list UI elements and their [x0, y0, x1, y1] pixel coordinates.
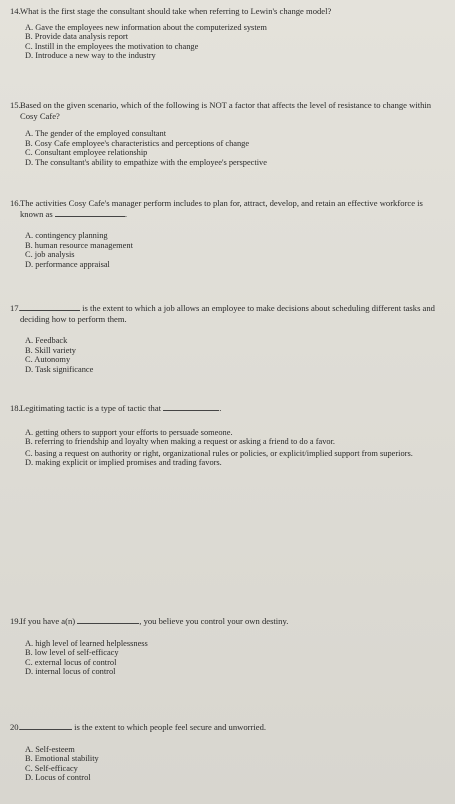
question-stem-end: . [219, 403, 222, 413]
option-c[interactable]: C. Autonomy [25, 355, 71, 365]
options-list [0, 428, 455, 468]
question-number: 19. [10, 616, 21, 626]
question-stem: is the extent to which a job allows an employee to make decisions about scheduling different tasks and deciding how to perform them. [20, 303, 435, 324]
option-c[interactable]: C. basing a request on authority or right, organizational rules or policies, or explicit/implied support from superiors. [25, 448, 413, 458]
question-14 [0, 6, 455, 61]
answer-blank[interactable] [77, 623, 139, 624]
option-a[interactable]: A. The gender of the employed consultant [25, 129, 167, 138]
question-number: 15. [10, 100, 21, 110]
answer-blank[interactable] [163, 410, 219, 411]
option-a[interactable]: A. high level of learned helplessness [25, 638, 148, 648]
option-d[interactable]: D. performance appraisal [25, 259, 110, 269]
option-b[interactable]: B. human resource management [25, 240, 133, 250]
options-list [0, 745, 455, 783]
question-stem: Based on the given scenario, which of the following is NOT a factor that affects the level of resistance to change within Cosy Cafe? [20, 100, 432, 121]
question-18 [0, 403, 455, 468]
option-c[interactable]: C. Self-efficacy [25, 763, 78, 773]
option-d[interactable]: D. internal locus of control [25, 667, 116, 677]
question-20 [0, 722, 455, 783]
question-stem: is the extent to which people feel secure and unworried. [74, 722, 267, 732]
option-a[interactable]: A. Gave the employees new information about the computerized system [25, 22, 267, 32]
question-stem-end: , you believe you control your own destiny. [139, 616, 289, 626]
question-stem: If you have a(n) [20, 616, 76, 626]
answer-blank[interactable] [55, 216, 125, 217]
question-stem-end: . [124, 208, 128, 219]
option-b[interactable]: B. Cosy Cafe employee's characteristics and perceptions of change [25, 138, 250, 148]
option-d[interactable]: D. The consultant's ability to empathize with the employee's perspective [25, 157, 267, 167]
question-stem: The activities Cosy Cafe's manager perform includes to plan for, attract, develop, and retain an effective workforce is known as [20, 198, 423, 219]
options-list [0, 231, 455, 269]
options-list [0, 336, 455, 374]
option-d[interactable]: D. Introduce a new way to the industry [25, 51, 156, 61]
option-a[interactable]: A. contingency planning [25, 231, 108, 240]
option-c[interactable]: C. external locus of control [25, 657, 117, 667]
question-number: 18. [10, 403, 21, 413]
question-15 [0, 100, 455, 167]
option-a[interactable]: A. Self-esteem [25, 744, 75, 754]
option-b[interactable]: B. Provide data analysis report [25, 32, 129, 42]
question-stem: Legitimating tactic is a type of tactic that [20, 403, 162, 413]
options-list [0, 23, 455, 61]
options-list [0, 129, 455, 167]
option-b[interactable]: B. Emotional stability [25, 754, 99, 764]
question-number: 14. [10, 6, 21, 16]
question-19 [0, 616, 455, 677]
options-list [0, 639, 455, 677]
option-d[interactable]: D. Locus of control [25, 773, 91, 783]
answer-blank[interactable] [20, 729, 72, 730]
option-d[interactable]: D. Task significance [25, 364, 94, 374]
question-17 [0, 303, 455, 374]
option-b[interactable]: B. referring to friendship and loyalty when making a request or asking a friend to do a favor. [25, 437, 336, 447]
answer-blank[interactable] [20, 310, 80, 311]
option-b[interactable]: B. low level of self-efficacy [25, 648, 119, 658]
option-c[interactable]: C. Instill in the employees the motivation to change [25, 41, 199, 51]
option-a[interactable]: A. getting others to support your efforts to persuade someone. [25, 427, 233, 437]
option-c[interactable]: C. Consultant employee relationship [25, 148, 148, 158]
question-number: 17. [10, 303, 21, 313]
question-stem: What is the first stage the consultant should take when referring to Lewin's change model? [20, 6, 332, 16]
question-16 [0, 198, 455, 269]
option-d[interactable]: D. making explicit or implied promises and trading favors. [25, 458, 222, 468]
option-c[interactable]: C. job analysis [25, 250, 75, 260]
question-number: 16. [10, 198, 21, 208]
option-b[interactable]: B. Skill variety [25, 345, 76, 355]
question-number: 20. [10, 722, 21, 732]
option-a[interactable]: A. Feedback [25, 336, 68, 345]
